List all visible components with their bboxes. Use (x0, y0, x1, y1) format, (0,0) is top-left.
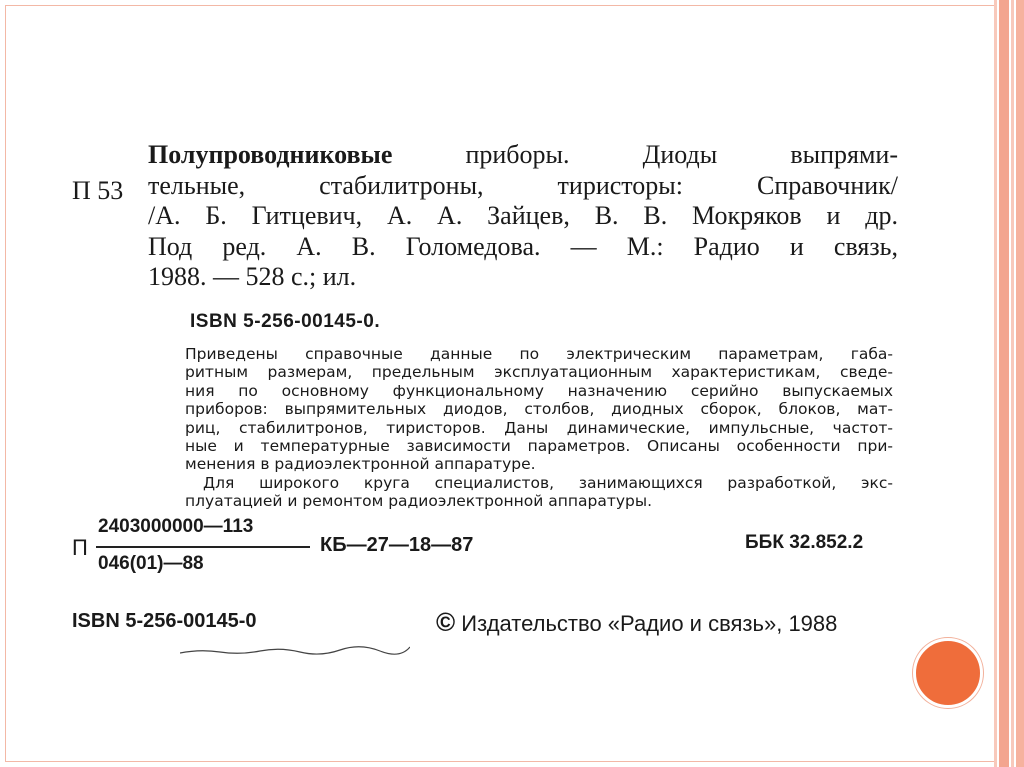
title-line: Полупроводниковые приборы. Диоды выпрями- (148, 140, 898, 169)
abstract-line: приборов: выпрямительных диодов, столбов, диодных сборок, блоков, мат- (185, 400, 893, 419)
fraction-line (96, 546, 310, 548)
title-line: 1988. — 528 с.; ил. (148, 262, 357, 291)
abstract-line: Для широкого круга специалистов, занимающихся разработкой, экс- (203, 473, 893, 492)
decorative-circle (913, 638, 983, 708)
abstract-line: ритным размерам, предельным эксплуатационным характеристикам, сведе- (185, 363, 893, 382)
kb-code: КБ—27—18—87 (320, 534, 474, 556)
scan-artifact-squiggle (180, 645, 410, 657)
title-line: Под ред. А. В. Голомедова. — М.: Радио и связь, (148, 231, 898, 261)
index-denominator: 046(01)—88 (98, 553, 204, 574)
abstract-line: плуатацией и ремонтом радиоэлектронной аппаратуры. (185, 492, 653, 511)
abstract-line: риц, стабилитронов, тиристоров. Даны динамические, импульсные, частот- (185, 418, 893, 437)
title-line: тельные, стабилитроны, тиристоры: Справочник/ (148, 170, 898, 200)
isbn-top: ISBN 5-256-00145-0. (190, 311, 381, 332)
copyright-line: © Издательство «Радио и связь», 1988 (436, 607, 838, 637)
isbn-bottom: ISBN 5-256-00145-0 (72, 610, 257, 632)
abstract-line: ния по основному функциональному назначению серийно выпускаемых (185, 381, 893, 400)
index-letter: П (72, 535, 88, 560)
copyright-icon: © (436, 607, 456, 637)
abstract-line: Приведены справочные данные по электрическим параметрам, габа- (185, 345, 893, 363)
bbk-code: ББК 32.852.2 (745, 532, 864, 553)
bibliographic-entry (148, 140, 898, 293)
catalog-code: П 53 (72, 176, 124, 205)
title-line: /А. Б. Гитцевич, А. А. Зайцев, В. В. Мокряков и др. (148, 201, 898, 230)
decorative-stripes (994, 0, 1024, 767)
index-numerator: 2403000000—113 (98, 516, 254, 537)
abstract-line: ные и температурные зависимости параметров. Описаны особенности при- (185, 437, 893, 456)
abstract-line: менения в радиоэлектронной аппаратуре. (185, 455, 536, 474)
abstract (185, 345, 893, 511)
